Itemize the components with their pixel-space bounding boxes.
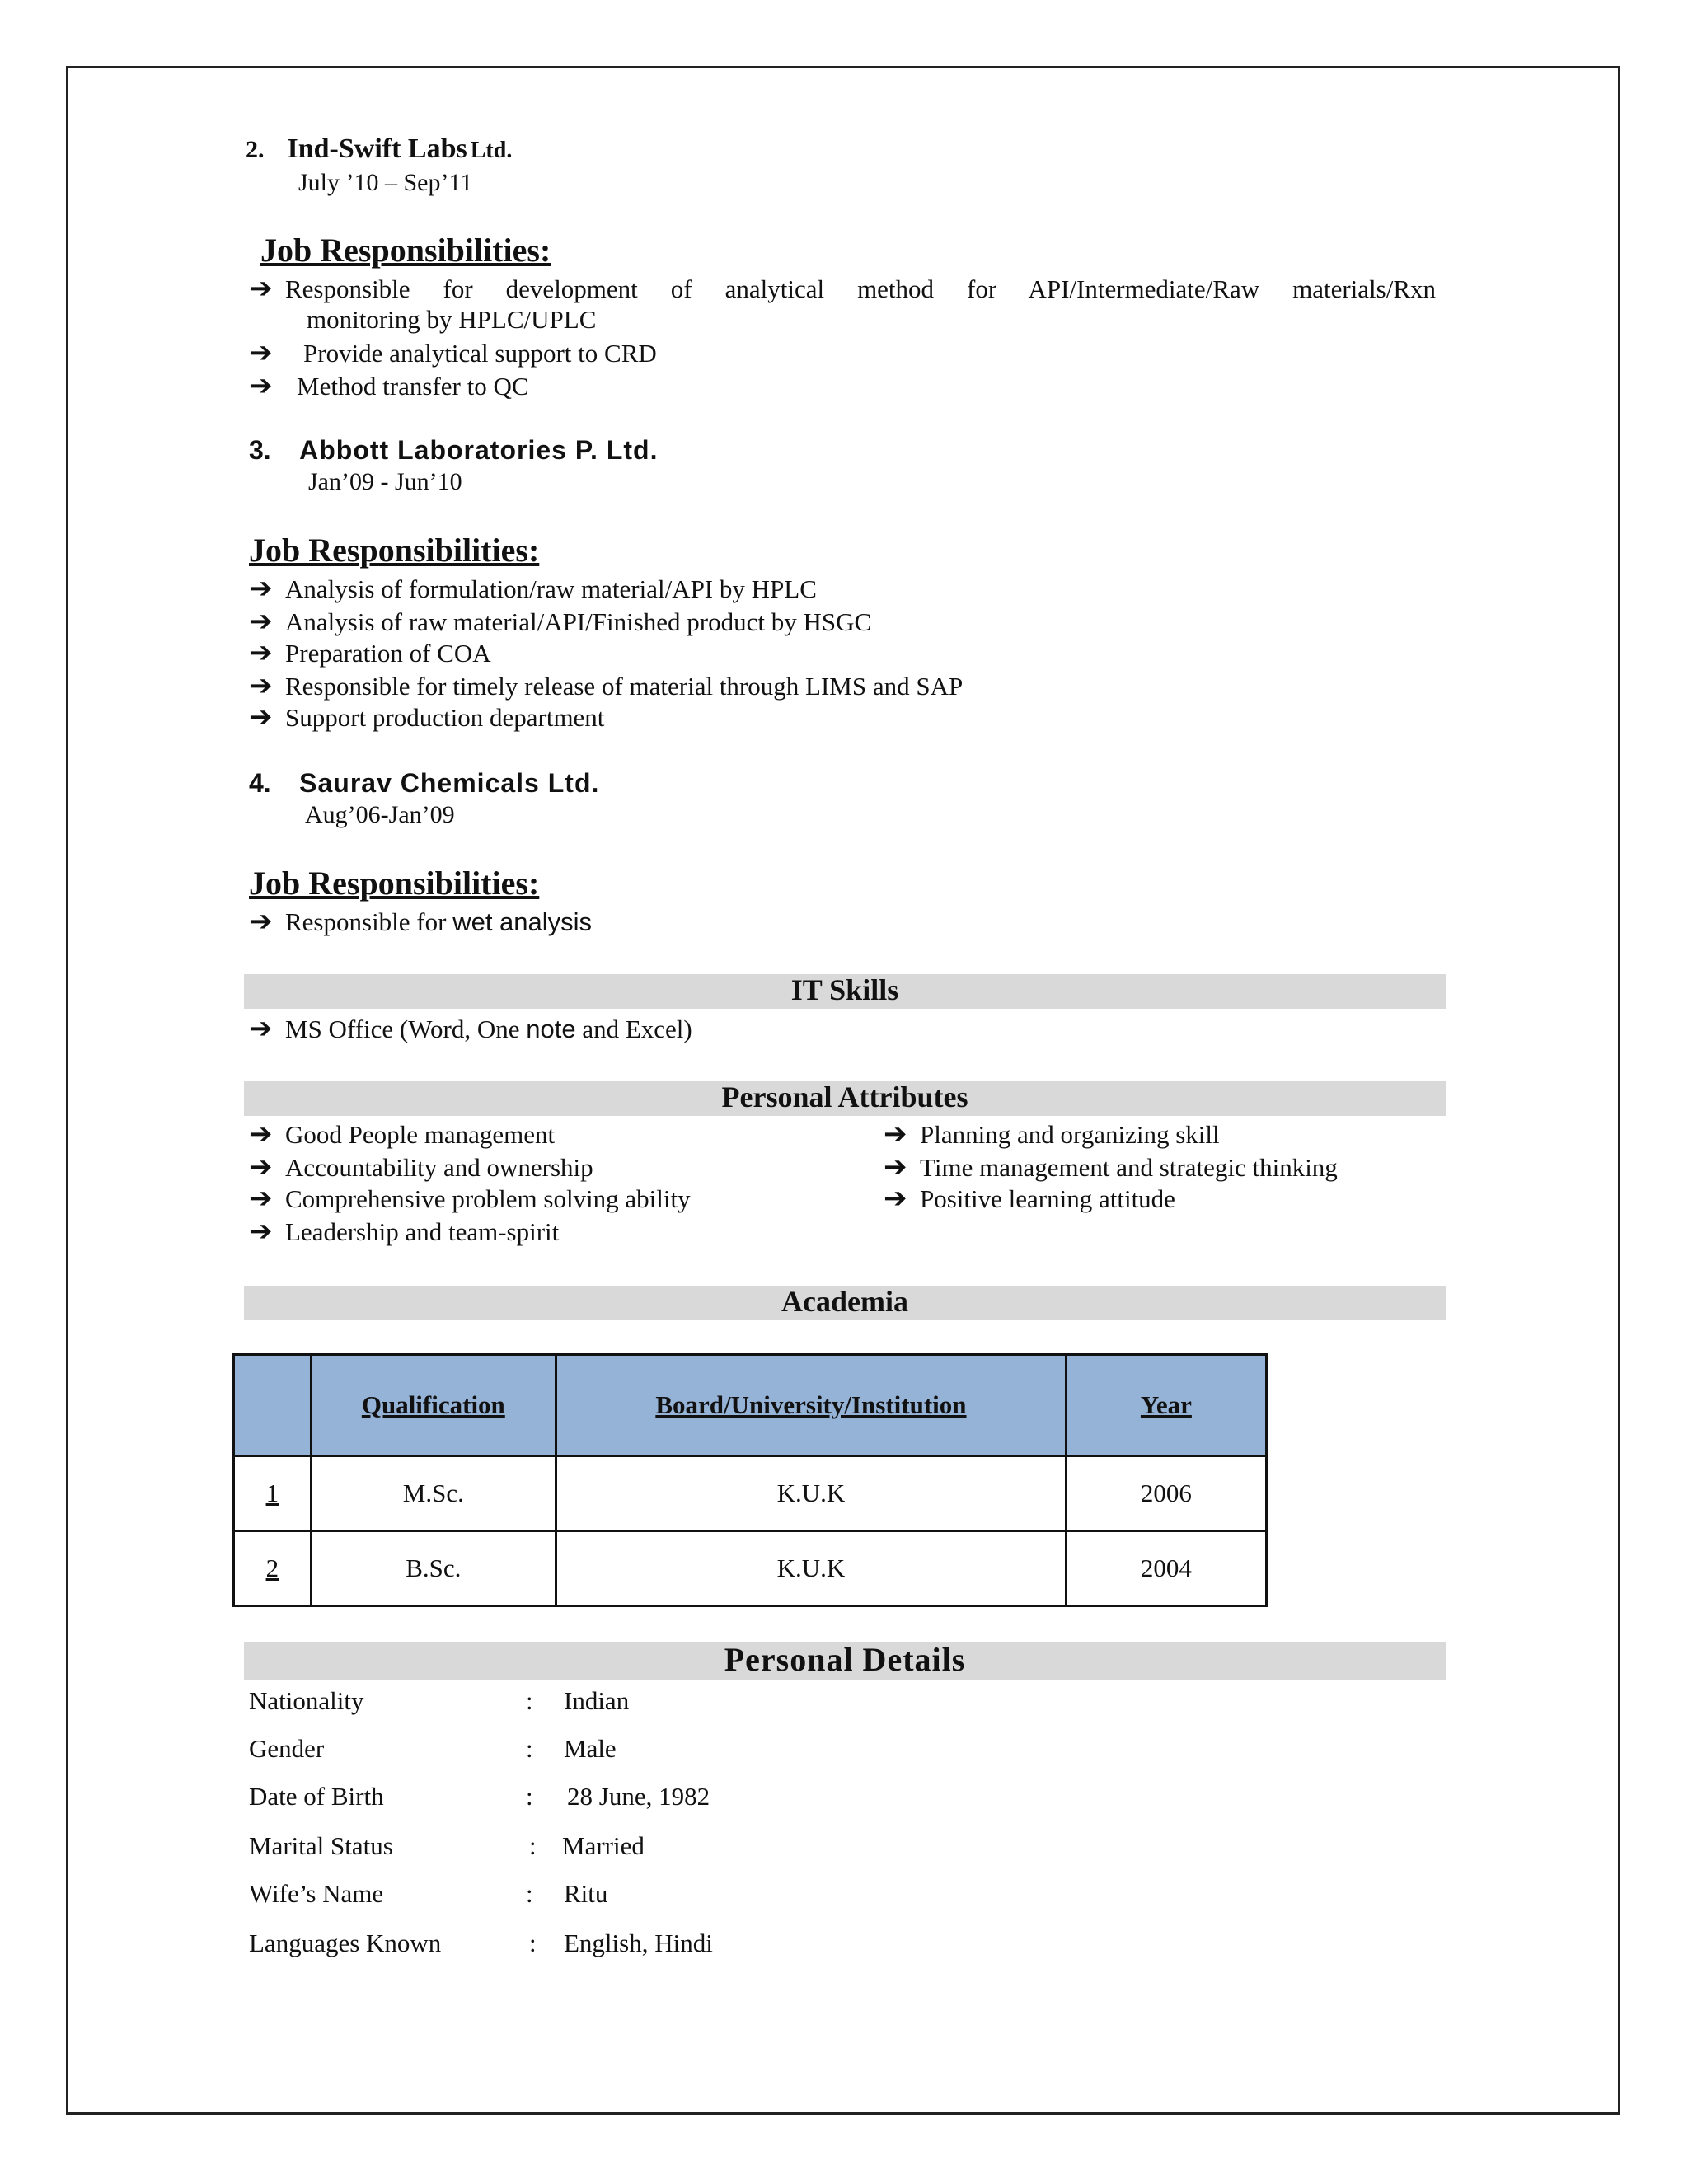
arrow-right-icon: ➔	[249, 1152, 273, 1183]
table-row	[234, 1456, 1267, 1531]
attribute-left-2: ➔ Accountability and ownership	[249, 1152, 593, 1183]
company-2-item-1: ➔ Responsible for development of analytical method for API/Intermediate/Raw materials/Rxn	[249, 274, 1436, 304]
company-4-item-1: ➔ Responsible for wet analysis	[249, 907, 593, 937]
detail-colon: :	[526, 1686, 533, 1715]
arrow-right-icon: ➔	[249, 1216, 273, 1247]
table-row	[234, 1531, 1267, 1606]
detail-label-languages: Languages Known	[249, 1929, 442, 1957]
academia-header-row	[234, 1355, 1267, 1456]
arrow-right-icon: ➔	[884, 1152, 907, 1183]
company-2-number: 2.	[246, 136, 265, 163]
attribute-left-1: ➔ Good People management	[249, 1119, 556, 1150]
arrow-right-icon: ➔	[249, 1014, 273, 1044]
arrow-right-icon: ➔	[884, 1119, 907, 1150]
personal-attributes-title: Personal Attributes	[721, 1080, 968, 1113]
header-index	[234, 1355, 312, 1456]
arrow-right-icon: ➔	[249, 907, 273, 937]
detail-value-wife-name: Ritu	[564, 1879, 608, 1908]
row-year: 2004	[1066, 1531, 1266, 1606]
company-3-item-1: ➔ Analysis of formulation/raw material/API by HPLC	[249, 574, 817, 604]
header-year: Year	[1066, 1355, 1266, 1456]
detail-value-nationality: Indian	[564, 1686, 630, 1715]
arrow-right-icon: ➔	[249, 371, 273, 401]
attribute-right-2: ➔ Time management and strategic thinking	[884, 1152, 1338, 1183]
company-2-name: Ind-Swift Labs	[287, 134, 467, 164]
academia-table	[232, 1353, 1268, 1607]
company-4-heading	[249, 768, 599, 799]
company-2-responsibilities-heading: Job Responsibilities:	[260, 232, 551, 269]
detail-label-marital-status: Marital Status	[249, 1831, 393, 1860]
arrow-right-icon: ➔	[249, 702, 273, 733]
detail-value-dob: 28 June, 1982	[567, 1782, 710, 1811]
arrow-right-icon: ➔	[249, 274, 273, 304]
company-4-dates: Aug’06-Jan’09	[305, 801, 455, 828]
row-index: 1	[234, 1456, 312, 1531]
arrow-right-icon: ➔	[249, 671, 273, 701]
company-2-item-1-cont: monitoring by HPLC/UPLC	[307, 305, 597, 334]
company-2-dates: July ’10 – Sep’11	[298, 169, 473, 196]
academia-title: Academia	[781, 1285, 908, 1318]
attribute-right-3: ➔ Positive learning attitude	[884, 1183, 1175, 1214]
company-4-number: 4.	[249, 768, 271, 798]
company-4-responsibilities-heading: Job Responsibilities:	[249, 865, 540, 902]
detail-colon: :	[526, 1734, 533, 1763]
personal-details-title: Personal Details	[724, 1641, 966, 1678]
row-board: K.U.K	[556, 1531, 1067, 1606]
company-3-number: 3.	[249, 435, 271, 465]
detail-value-marital-status: Married	[562, 1831, 645, 1860]
detail-value-gender: Male	[564, 1734, 617, 1763]
row-board: K.U.K	[556, 1456, 1067, 1531]
arrow-right-icon: ➔	[249, 1183, 273, 1214]
attribute-left-4: ➔ Leadership and team-spirit	[249, 1216, 560, 1247]
row-qualification: M.Sc.	[311, 1456, 556, 1531]
arrow-right-icon: ➔	[884, 1183, 907, 1214]
company-2-item-3: ➔ Method transfer to QC	[249, 371, 529, 401]
detail-label-nationality: Nationality	[249, 1686, 364, 1715]
detail-label-wife-name: Wife’s Name	[249, 1879, 384, 1908]
company-3-item-2: ➔ Analysis of raw material/API/Finished product by HSGC	[249, 607, 872, 637]
it-skills-item-1: ➔ MS Office (Word, One note and Excel)	[249, 1014, 692, 1044]
row-qualification: B.Sc.	[311, 1531, 556, 1606]
attribute-left-3: ➔ Comprehensive problem solving ability	[249, 1183, 691, 1214]
arrow-right-icon: ➔	[249, 574, 273, 604]
company-3-responsibilities-heading: Job Responsibilities:	[249, 532, 540, 569]
detail-colon: :	[529, 1831, 537, 1860]
company-3-item-5: ➔ Support production department	[249, 702, 605, 733]
detail-value-languages: English, Hindi	[564, 1929, 713, 1957]
company-3-dates: Jan’09 - Jun’10	[308, 468, 462, 495]
company-3-item-3: ➔ Preparation of COA	[249, 638, 491, 668]
header-board: Board/University/Institution	[556, 1355, 1067, 1456]
it-skills-title: IT Skills	[790, 973, 899, 1006]
company-3-heading	[249, 435, 658, 466]
arrow-right-icon: ➔	[249, 638, 273, 668]
company-3-name: Abbott Laboratories P. Ltd.	[299, 435, 659, 465]
detail-colon: :	[526, 1782, 533, 1811]
row-year: 2006	[1066, 1456, 1266, 1531]
arrow-right-icon: ➔	[249, 338, 273, 368]
company-3-item-4: ➔ Responsible for timely release of material through LIMS and SAP	[249, 671, 964, 701]
detail-colon: :	[529, 1929, 537, 1957]
company-2-suffix: Ltd.	[470, 138, 513, 163]
arrow-right-icon: ➔	[249, 607, 273, 637]
company-2-item-2: ➔ Provide analytical support to CRD	[249, 338, 657, 368]
header-qualification: Qualification	[311, 1355, 556, 1456]
company-2-heading	[246, 134, 512, 165]
attribute-right-1: ➔ Planning and organizing skill	[884, 1119, 1220, 1150]
detail-label-dob: Date of Birth	[249, 1782, 384, 1811]
detail-label-gender: Gender	[249, 1734, 325, 1763]
company-4-name: Saurav Chemicals Ltd.	[299, 768, 600, 798]
arrow-right-icon: ➔	[249, 1119, 273, 1150]
row-index: 2	[234, 1531, 312, 1606]
detail-colon: :	[526, 1879, 533, 1908]
